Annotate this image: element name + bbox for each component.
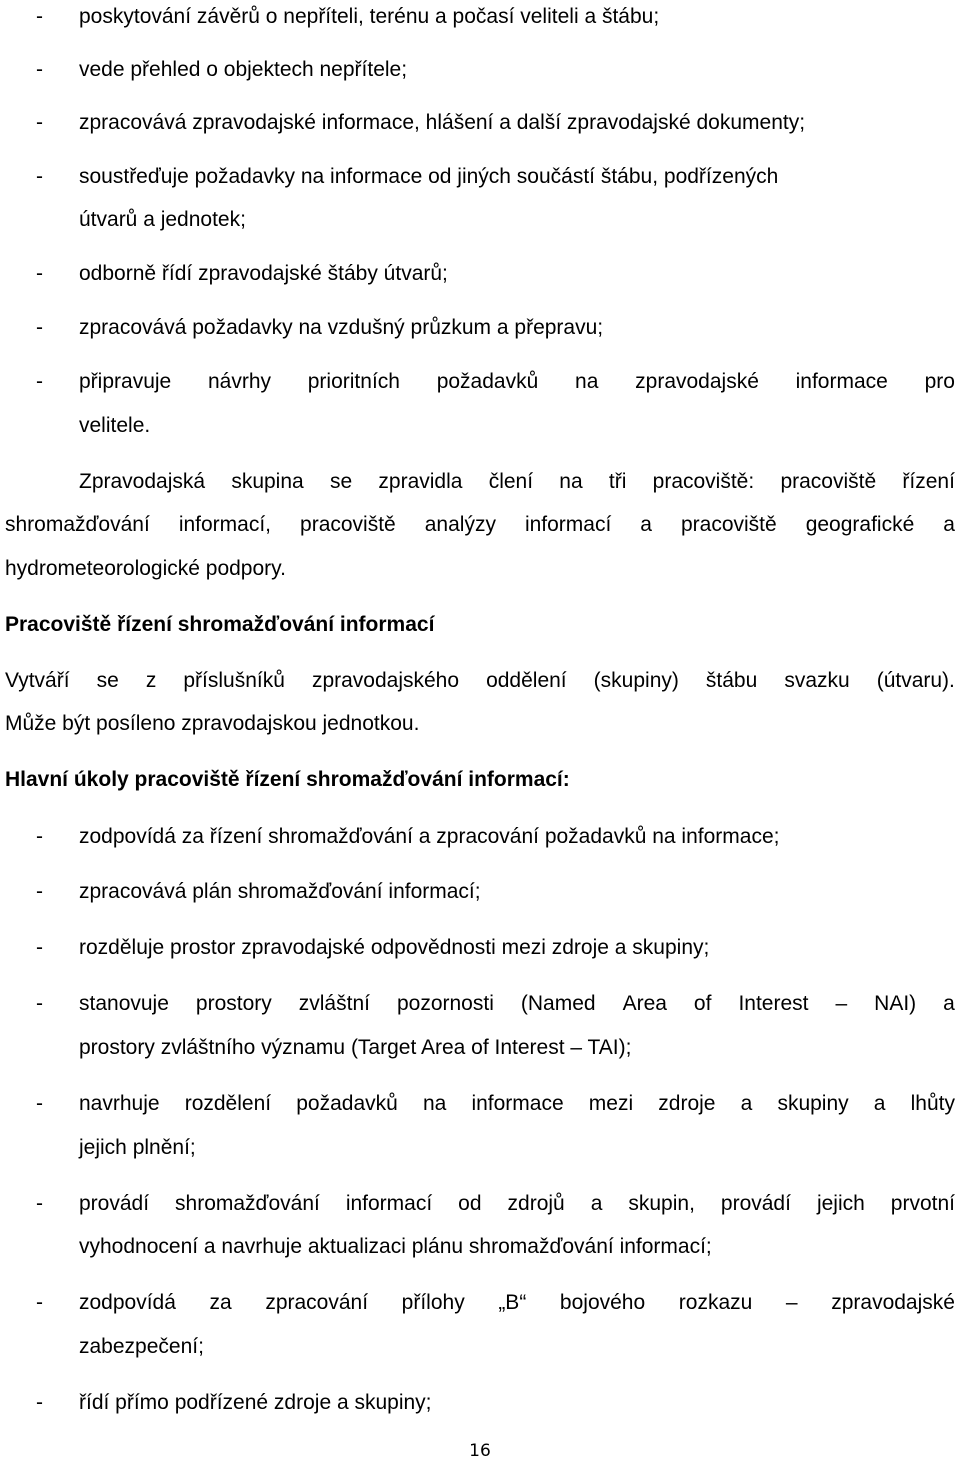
word: (Named <box>520 992 596 1015</box>
paragraph-text: Může být posíleno zpravodajskou jednotkou. <box>5 712 420 735</box>
list-item-text <box>79 367 955 397</box>
word: a <box>640 513 652 536</box>
list-item <box>0 259 960 289</box>
word: Interest <box>738 992 809 1015</box>
word: provádí <box>79 1192 150 1215</box>
list-item-text: zpracovává zpravodajské informace, hlášení a další zpravodajské dokumenty; <box>79 111 806 134</box>
bullet-dash: - <box>36 165 43 188</box>
paragraph-text <box>5 666 955 696</box>
word: pracoviště: <box>652 470 755 493</box>
list-item <box>0 313 960 343</box>
word: zvláštní <box>298 992 370 1015</box>
list-item-text <box>79 1288 955 1318</box>
section-heading-text: Pracoviště řízení shromažďování informací <box>5 613 435 636</box>
bullet-dash: - <box>36 111 43 134</box>
list-item <box>0 1288 960 1318</box>
word: pracoviště <box>780 470 877 493</box>
word: člení <box>488 470 534 493</box>
list-item-text: zodpovídá za řízení shromažďování a zpracování požadavků na informace; <box>79 825 780 848</box>
word: informací, <box>178 513 272 536</box>
word: a <box>873 1092 886 1115</box>
list-item-continuation <box>0 1332 960 1362</box>
word: za <box>209 1291 232 1314</box>
word: Zpravodajská <box>79 470 206 493</box>
word: pracoviště <box>300 513 396 536</box>
list-item-text: rozděluje prostor zpravodajské odpovědnosti mezi zdroje a skupiny; <box>79 936 710 959</box>
word: se <box>329 470 353 493</box>
list-item-text: zpracovává požadavky na vzdušný průzkum a přepravu; <box>79 316 604 339</box>
bullet-dash: - <box>36 1391 43 1414</box>
list-item-text: vede přehled o objektech nepřítele; <box>79 58 408 81</box>
word: informací <box>345 1192 433 1215</box>
word: shromažďování <box>5 513 150 536</box>
word: prostory <box>195 992 272 1015</box>
list-item <box>0 367 960 397</box>
paragraph-text: hydrometeorologické podpory. <box>5 557 286 580</box>
word: připravuje <box>79 370 172 393</box>
word: – <box>785 1291 798 1314</box>
paragraph-line <box>0 510 960 540</box>
word: návrhy <box>207 370 271 393</box>
list-item <box>0 1388 960 1418</box>
word: – <box>835 992 848 1015</box>
section-heading-text: Hlavní úkoly pracoviště řízení shromažďování informací: <box>5 768 570 791</box>
section-heading <box>0 610 960 640</box>
list-item-text: poskytování závěrů o nepříteli, terénu a počasí veliteli a štábu; <box>79 5 660 28</box>
word: zpracování <box>265 1291 369 1314</box>
word: pozornosti <box>396 992 494 1015</box>
word: svazku <box>784 669 850 692</box>
word: prioritních <box>307 370 400 393</box>
word: od <box>458 1192 482 1215</box>
word: navrhuje <box>79 1092 160 1115</box>
paragraph-line <box>0 709 960 739</box>
word: zpravidla <box>378 470 463 493</box>
list-item-continuation <box>0 1232 960 1262</box>
list-item-text: odborně řídí zpravodajské štáby útvarů; <box>79 262 448 285</box>
list-item-continuation <box>0 1133 960 1163</box>
word: informace <box>795 370 888 393</box>
word: Vytváří <box>5 669 70 692</box>
word: analýzy <box>424 513 496 536</box>
word: zpravodajské <box>635 370 759 393</box>
list-item-text: prostory zvláštního významu (Target Area of Interest – TAI); <box>79 1036 632 1059</box>
section-heading <box>0 765 960 795</box>
word: provádí <box>720 1192 791 1215</box>
bullet-dash: - <box>36 825 43 848</box>
word: štábu <box>705 669 758 692</box>
list-item-text: zpracovává plán shromažďování informací; <box>79 880 481 903</box>
list-item-text: jejich plnění; <box>79 1136 196 1159</box>
word: tři <box>608 470 627 493</box>
word: informací <box>524 513 612 536</box>
word: z <box>145 669 157 692</box>
word: stanovuje <box>79 992 169 1015</box>
word: přílohy <box>401 1291 465 1314</box>
word: a <box>590 1192 603 1215</box>
list-item-text: zabezpečení; <box>79 1335 204 1358</box>
list-item-continuation <box>0 1033 960 1063</box>
word: prvotní <box>890 1192 955 1215</box>
word: rozkazu <box>678 1291 753 1314</box>
paragraph-line <box>0 666 960 696</box>
bullet-dash: - <box>36 992 43 1015</box>
word: zodpovídá <box>79 1291 176 1314</box>
list-item <box>0 162 960 192</box>
list-item <box>0 1089 960 1119</box>
word: skupiny <box>777 1092 849 1115</box>
word: pracoviště <box>680 513 777 536</box>
list-item <box>0 822 960 852</box>
paragraph-text <box>79 467 955 497</box>
word: NAI) <box>874 992 917 1015</box>
bullet-dash: - <box>36 262 43 285</box>
list-item-text: velitele. <box>79 414 151 437</box>
word: lhůty <box>910 1092 955 1115</box>
list-item <box>0 1189 960 1219</box>
list-item-text <box>79 989 955 1019</box>
list-item <box>0 989 960 1019</box>
word: požadavků <box>436 370 539 393</box>
list-item-continuation <box>0 411 960 441</box>
bullet-dash: - <box>36 1092 43 1115</box>
word: Area <box>622 992 667 1015</box>
word: zpravodajské <box>831 1291 955 1314</box>
list-item-text: útvarů a jednotek; <box>79 208 246 231</box>
page-number: 16 <box>469 1441 491 1461</box>
word: zpravodajského <box>311 669 460 692</box>
bullet-dash: - <box>36 5 43 28</box>
bullet-dash: - <box>36 880 43 903</box>
word: požadavků <box>296 1092 398 1115</box>
word: a <box>943 513 955 536</box>
word: (útvaru). <box>876 669 955 692</box>
word: se <box>96 669 119 692</box>
word: pro <box>924 370 955 393</box>
list-item-continuation <box>0 205 960 235</box>
bullet-dash: - <box>36 1192 43 1215</box>
list-item <box>0 933 960 963</box>
bullet-dash: - <box>36 58 43 81</box>
word: na <box>422 1092 447 1115</box>
list-item-text <box>79 1189 955 1219</box>
word: zdrojů <box>507 1192 565 1215</box>
word: mezi <box>588 1092 634 1115</box>
word: shromažďování <box>175 1192 320 1215</box>
list-item <box>0 55 960 85</box>
list-item-text <box>79 1089 955 1119</box>
paragraph-text <box>5 510 955 540</box>
word: příslušníků <box>183 669 285 692</box>
word: rozdělení <box>184 1092 272 1115</box>
list-item <box>0 108 960 138</box>
bullet-dash: - <box>36 1291 43 1314</box>
list-item-text: řídí přímo podřízené zdroje a skupiny; <box>79 1391 432 1414</box>
word: řízení <box>902 470 955 493</box>
word: oddělení <box>486 669 567 692</box>
word: na <box>575 370 599 393</box>
paragraph-line <box>0 554 960 584</box>
word: informace <box>471 1092 564 1115</box>
word: of <box>693 992 712 1015</box>
list-item-text: soustřeďuje požadavky na informace od jiných součástí štábu, podřízených <box>79 165 779 188</box>
word: „B“ <box>498 1291 527 1314</box>
list-item <box>0 2 960 32</box>
list-item <box>0 877 960 907</box>
bullet-dash: - <box>36 936 43 959</box>
bullet-dash: - <box>36 316 43 339</box>
list-item-text: vyhodnocení a navrhuje aktualizaci plánu shromažďování informací; <box>79 1235 712 1258</box>
word: a <box>943 992 955 1015</box>
word: skupina <box>231 470 304 493</box>
word: (skupiny) <box>593 669 679 692</box>
word: geografické <box>805 513 915 536</box>
bullet-dash: - <box>36 370 43 393</box>
word: zdroje <box>658 1092 716 1115</box>
word: na <box>559 470 583 493</box>
word: jejich <box>816 1192 865 1215</box>
word: a <box>740 1092 753 1115</box>
word: bojového <box>559 1291 646 1314</box>
paragraph-line <box>0 467 960 497</box>
word: skupin, <box>628 1192 695 1215</box>
